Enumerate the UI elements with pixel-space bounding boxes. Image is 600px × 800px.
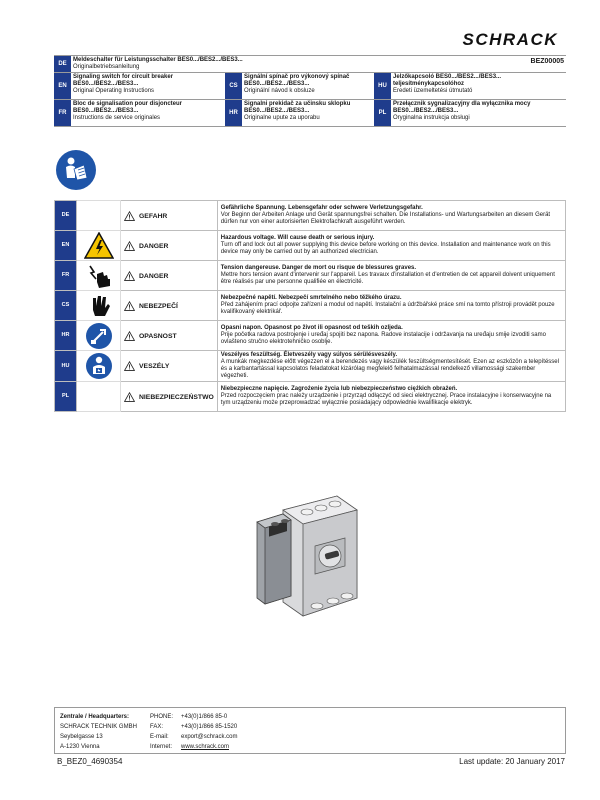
lang-code: EN	[54, 73, 71, 100]
signal-word: OPASNOST	[121, 321, 218, 351]
warning-triangle-icon	[124, 301, 135, 311]
warning-triangle-icon	[124, 361, 135, 371]
header-subtitle: Original Operating Instructions	[73, 88, 155, 94]
document-number: B_BEZ0_4690354	[57, 757, 123, 766]
last-update: Last update: 20 January 2017	[459, 757, 565, 766]
lang-code: FR	[55, 261, 77, 291]
contact-values	[181, 712, 237, 752]
header-subtitle: Eredeti üzemeltetési útmutató	[393, 88, 473, 94]
warning-triangle-icon	[124, 271, 135, 281]
warning-triangle-icon	[124, 241, 135, 251]
symbol-cell	[77, 382, 121, 412]
safety-row	[55, 261, 566, 291]
lang-code: HU	[374, 73, 391, 100]
signal-word: DANGER	[121, 231, 218, 261]
safety-row	[55, 351, 566, 382]
header-text	[391, 73, 566, 100]
header-text	[242, 73, 374, 100]
lang-code: PL	[55, 382, 77, 412]
header-subtitle: Instructions de service originales	[73, 115, 161, 121]
safety-row	[55, 201, 566, 231]
contact-labels: PHONE: FAX: E-mail: Internet:	[150, 714, 174, 750]
header-title: Przełącznik sygnalizacyjny dla wyłącznika mocy BES0.../BES2.../BES3...	[393, 101, 531, 114]
lang-code: HR	[55, 321, 77, 351]
fax-number: +43(0)1/866 85-1520	[181, 724, 238, 730]
safety-text: Nebezpečné napětí. Nebezpečí smrtelného nebo těžkého úrazu. Před zahájením prací odpojte zařízení a modul od napětí. Instalační a údržbářské práce smí na tomto přístroji provádět pouze kvalifikovaný elektrikář.	[217, 291, 565, 321]
signal-word: VESZÉLY	[121, 351, 218, 382]
read-manual-icon	[56, 150, 96, 190]
header-row-fr-hr-pl	[54, 100, 566, 127]
lang-code: DE	[54, 56, 71, 73]
lang-code: CS	[225, 73, 242, 100]
warning-triangle-icon	[124, 331, 135, 341]
header-title: Bloc de signalisation pour disjoncteur BES0.../BES2.../BES3...	[73, 101, 183, 114]
header-subtitle: Oryginalna instrukcja obsługi	[393, 115, 470, 121]
electric-shock-hand-icon	[84, 262, 114, 290]
signal-word: NEBEZPEČÍ	[121, 291, 218, 321]
safety-text: Tension dangereuse. Danger de mort ou risque de blessures graves. Mettre hors tension avant d'intervenir sur l'appareil. Les travaux d'installation et d'entretien de cet appareil doivent uniquement être réalisés par une personne qualifiée en électricité.	[217, 261, 565, 291]
signaling-switch-illustration	[245, 488, 375, 626]
symbol-cell	[77, 351, 121, 382]
safety-row	[55, 382, 566, 412]
lang-code: HU	[55, 351, 77, 382]
signal-word: DANGER	[121, 261, 218, 291]
header-title: Jelzőkapcsoló BES0.../BES2.../BES3... teljesítménykapcsolóhoz	[393, 74, 502, 87]
safety-text: Gefährliche Spannung. Lebensgefahr oder schwere Verletzungsgefahr. Vor Beginn der Arbeiten Anlage und Gerät spannungsfrei schalten. Die Installations- und Wartungsarbeiten an diesem Gerät dürfen nur von einer autorisierten Elektrofachkraft ausgeführt werden.	[217, 201, 565, 231]
header-text	[71, 73, 225, 100]
lang-code: HR	[225, 100, 242, 127]
safety-row	[55, 291, 566, 321]
symbol-cell	[77, 231, 121, 261]
lang-code: CS	[55, 291, 77, 321]
safety-text: Niebezpieczne napięcie. Zagrożenie życia lub niebezpieczeństwo ciężkich obrażeń. Przed rozpoczęciem prac należy urządzenie i przyrząd odłączyć od sieci elektrycznej. Prace instalacyjne i konserwacyjne na tym urządzeniu może przeprowadzać wyłącznie posiadający odpowiednie kwalifikacje elektryk.	[217, 382, 565, 412]
header-title: Signalni prekidač za učinsku sklopku BES0.../BES2.../BES3...	[244, 101, 351, 114]
signal-word: NIEBEZPIECZEŃSTWO	[121, 382, 218, 412]
language-title-table	[54, 55, 566, 127]
symbol-cell	[77, 291, 121, 321]
qualified-electrician-icon	[85, 352, 113, 380]
electrical-hazard-icon	[84, 232, 114, 260]
header-title: Signální spínač pro výkonový spínač BES0.../BES2.../BES3...	[244, 74, 350, 87]
safety-row	[55, 231, 566, 261]
header-title: Signaling switch for circuit breaker BES0.../BES2.../BES3...	[73, 74, 174, 87]
header-subtitle: Originální návod k obsluze	[244, 88, 315, 94]
safety-text: Veszélyes feszültség. Életveszély vagy súlyos sérülésveszély. A munkák megkezdése előtt végezzen el a berendezés vagy készülék feszültségmentesítését. Ezen az eszközön a telepítéssel és a karbantartással kapcsolatos feladatokat kizárólag megfelelő felhatalmazással rendelkező villamossági szakember végezheti.	[217, 351, 565, 382]
schrack-logo: SCHRACK	[462, 30, 558, 49]
safety-text: Opasni napon. Opasnost po život ili opasnost od teških ozljeda. Prije početka radova postrojenje i uređaj spojiti bez napona. Radove instalacije i održavanja na uređaju smije izvoditi samo ovlašteno stručno elektrotehničko osoblje.	[217, 321, 565, 351]
header-text	[391, 100, 566, 127]
company-address: Zentrale / Headquarters: SCHRACK TECHNIK GMBH Seybelgasse 13 A-1230 Vienna	[60, 714, 137, 750]
warning-triangle-icon	[124, 392, 135, 402]
symbol-cell	[77, 321, 121, 351]
lang-code: DE	[55, 201, 77, 231]
email-link[interactable]: export@schrack.com	[181, 734, 238, 740]
header-text	[71, 100, 225, 127]
header-row-en-cs-hu	[54, 73, 566, 100]
warning-triangle-icon	[124, 211, 135, 221]
header-subtitle: Originalbetriebsanleitung	[73, 64, 140, 70]
website-link[interactable]: www.schrack.com	[181, 744, 230, 750]
symbol-cell	[77, 261, 121, 291]
safety-warning-table	[54, 200, 566, 412]
contact-footer	[54, 707, 566, 754]
header-text	[242, 100, 374, 127]
header-text	[71, 56, 391, 73]
lang-code: PL	[374, 100, 391, 127]
disconnect-before-work-icon	[85, 322, 113, 350]
safety-row	[55, 321, 566, 351]
header-row-de	[54, 56, 566, 73]
phone-number: +43(0)1/866 85-0	[181, 714, 228, 720]
header-title: Meldeschalter für Leistungsschalter BES0.../BES2.../BES3...	[73, 57, 243, 63]
lang-code: FR	[54, 100, 71, 127]
document-code: BEZ00005	[530, 58, 564, 65]
safety-text: Hazardous voltage. Will cause death or serious injury. Turn off and lock out all power supplying this device before working on this device. Installation and maintenance work on this device may only be carried out by an authorized electrician.	[217, 231, 565, 261]
glove-hand-icon	[84, 292, 114, 320]
lang-code: EN	[55, 231, 77, 261]
header-subtitle: Originalne upute za uporabu	[244, 115, 320, 121]
symbol-cell	[77, 201, 121, 231]
signal-word: GEFAHR	[121, 201, 218, 231]
